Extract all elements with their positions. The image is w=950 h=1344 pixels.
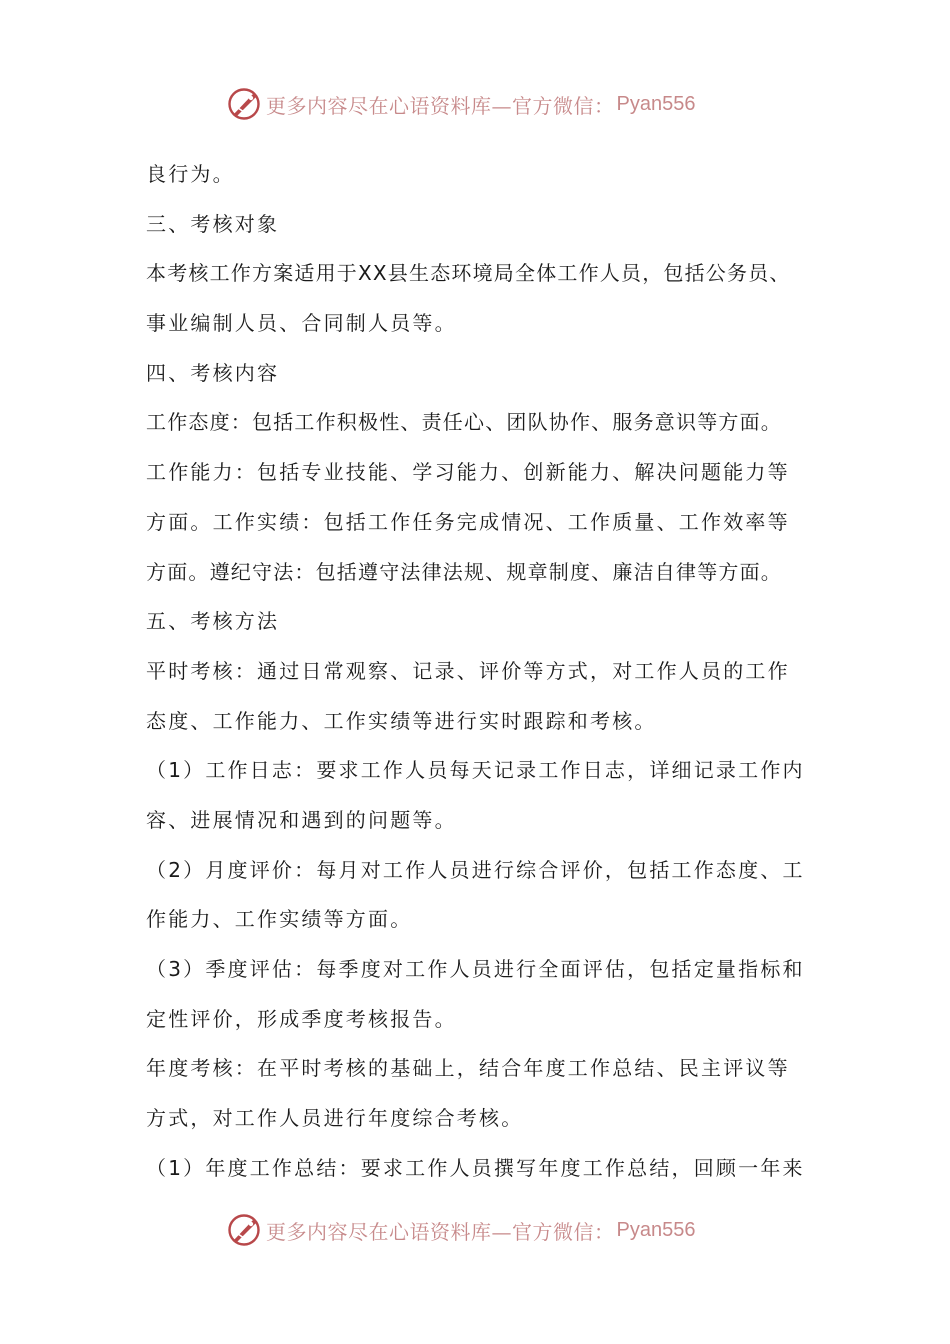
- header-watermark-wechat-id: Pyan556: [616, 92, 696, 115]
- body-line: 方面。工作实绩：包括工作任务完成情况、工作质量、工作效率等: [146, 509, 790, 534]
- body-line: 容、进展情况和遇到的问题等。: [146, 807, 457, 832]
- section-heading-assessment-content: 四、考核内容: [146, 360, 280, 385]
- body-line: 作能力、工作实绩等方面。: [146, 907, 413, 932]
- footer-watermark-text: 更多内容尽在心语资料库—官方微信：: [266, 1219, 615, 1244]
- footer-watermark-banner: [226, 1210, 695, 1250]
- body-line: 工作能力：包括专业技能、学习能力、创新能力、解决问题能力等: [146, 460, 790, 485]
- header-watermark-text: 更多内容尽在心语资料库—官方微信：: [266, 93, 615, 118]
- body-line: 态度、工作能力、工作实绩等进行实时跟踪和考核。: [146, 708, 657, 733]
- body-line: 平时考核：通过日常观察、记录、评价等方式，对工作人员的工作: [146, 658, 790, 683]
- header-watermark-banner: [226, 84, 695, 124]
- section-heading-assessment-method: 五、考核方法: [146, 609, 280, 634]
- body-line: 良行为。: [146, 162, 235, 186]
- body-line: 方面。遵纪守法：包括遵守法律法规、规章制度、廉洁自律等方面。: [146, 559, 782, 584]
- footer-watermark-wechat-id: Pyan556: [616, 1218, 696, 1241]
- pen-nib-logo-icon: [226, 1212, 262, 1248]
- document-body: [146, 150, 826, 1193]
- body-line: 年度考核：在平时考核的基础上，结合年度工作总结、民主评议等: [146, 1056, 790, 1081]
- body-line: 工作态度：包括工作积极性、责任心、团队协作、服务意识等方面。: [146, 410, 782, 435]
- body-line: 方式，对工作人员进行年度综合考核。: [146, 1106, 524, 1131]
- section-heading-assessment-target: 三、考核对象: [146, 211, 280, 236]
- body-line: （1）年度工作总结：要求工作人员撰写年度工作总结，回顾一年来: [146, 1155, 805, 1180]
- body-line: （2）月度评价：每月对工作人员进行综合评价，包括工作态度、工: [146, 857, 805, 882]
- body-line: （3）季度评估：每季度对工作人员进行全面评估，包括定量指标和: [146, 957, 805, 981]
- body-line: 定性评价，形成季度考核报告。: [146, 1006, 457, 1031]
- pen-nib-logo-icon: [226, 86, 262, 122]
- body-line: 事业编制人员、合同制人员等。: [146, 311, 457, 336]
- body-line: 本考核工作方案适用于XX县生态环境局全体工作人员，包括公务员、: [146, 261, 791, 286]
- body-line: （1）工作日志：要求工作人员每天记录工作日志，详细记录工作内: [146, 758, 805, 783]
